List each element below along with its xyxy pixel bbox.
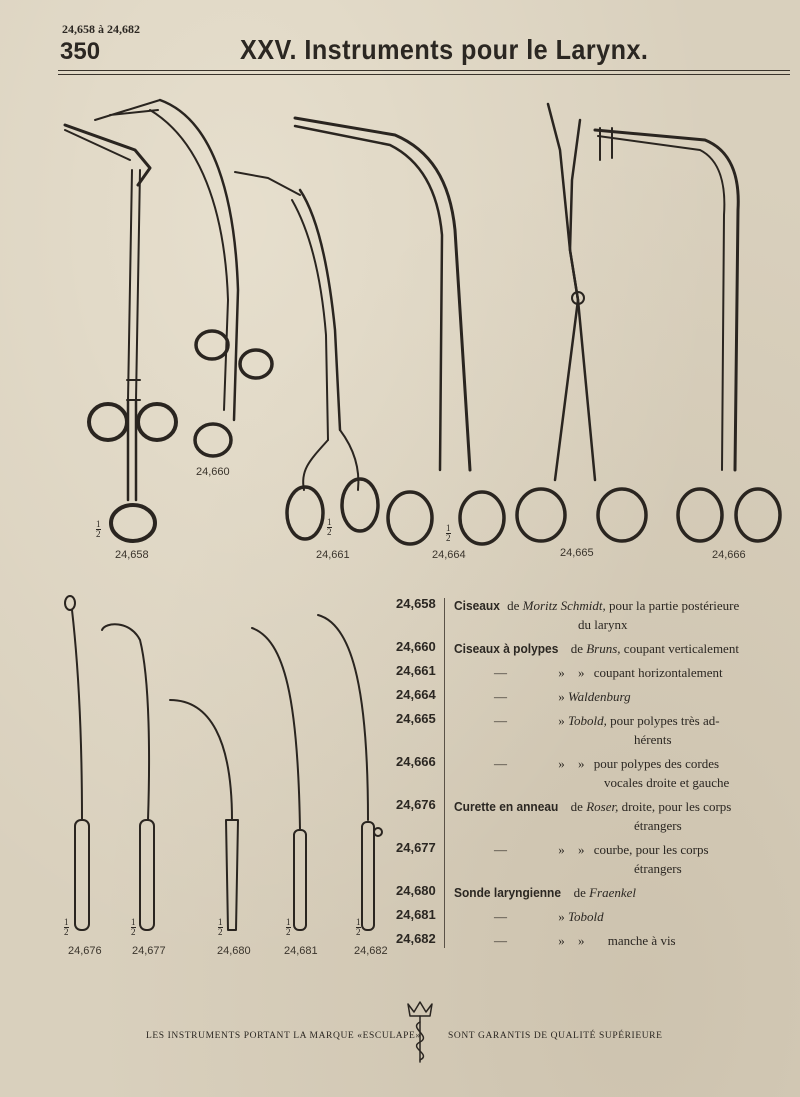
figure-label-24661: 24,661 xyxy=(316,549,350,561)
figure-label-24681: 24,681 xyxy=(284,945,318,957)
instrument-24665-illustration xyxy=(517,104,646,541)
scale-fraction: $\frac{1}{2}$ xyxy=(327,517,332,537)
list-item: 24,664 — » Waldenburg xyxy=(396,687,631,704)
figure-label-24665: 24,665 xyxy=(560,547,594,559)
list-item: 24,660 Ciseaux à polypes de Bruns, coupant verticalement xyxy=(396,639,739,656)
instrument-24676-illustration xyxy=(65,596,89,930)
scale-fraction: $\frac{1}{2}$ xyxy=(446,523,451,543)
figure-label-24677: 24,677 xyxy=(132,945,166,957)
page-title: XXV. Instruments pour le Larynx. xyxy=(240,34,649,65)
list-item: 24,666 — » » pour polypes des cordes vocales droite et gauche xyxy=(396,754,730,790)
list-item: 24,680 Sonde laryngienne de Fraenkel xyxy=(396,883,637,900)
instrument-24658-illustration xyxy=(65,125,176,541)
scale-fraction: $\frac{1}{2}$ xyxy=(96,519,101,539)
figure-label-24676: 24,676 xyxy=(68,945,102,957)
scale-fraction: $\frac{1}{2}$ xyxy=(356,917,361,937)
instrument-24666-illustration xyxy=(595,128,780,541)
figure-label-24666: 24,666 xyxy=(712,549,746,561)
figure-label-24658: 24,658 xyxy=(115,549,149,561)
figure-label-24664: 24,664 xyxy=(432,549,466,561)
figure-label-24680: 24,680 xyxy=(217,945,251,957)
list-item: 24,665 — » Tobold, pour polypes très ad- hérents xyxy=(396,711,720,747)
scale-fraction: $\frac{1}{2}$ xyxy=(64,917,69,937)
instrument-24660-illustration xyxy=(95,100,272,456)
scale-fraction: $\frac{1}{2}$ xyxy=(218,917,223,937)
footer-right-text: SONT GARANTIS DE QUALITÉ SUPÉRIEURE xyxy=(448,1031,663,1041)
scale-fraction: $\frac{1}{2}$ xyxy=(286,917,291,937)
list-item: 24,676 Curette en anneau de Roser, droite, pour les corps étrangers xyxy=(396,797,732,833)
instrument-24661-illustration xyxy=(235,172,378,539)
list-item: 24,661 — » » coupant horizontalement xyxy=(396,663,723,680)
instrument-24677-illustration xyxy=(102,624,154,930)
figure-label-24682: 24,682 xyxy=(354,945,388,957)
instrument-24681-illustration xyxy=(252,628,306,930)
scale-fraction: $\frac{1}{2}$ xyxy=(131,917,136,937)
list-item: 24,658 Ciseaux de Moritz Schmidt, pour la partie postérieure du larynx xyxy=(396,596,740,632)
list-item: 24,682 — » » manche à vis xyxy=(396,931,676,948)
footer-left-text: LES INSTRUMENTS PORTANT LA MARQUE «ESCULAPE» xyxy=(146,1031,421,1041)
item-range: 24,658 à 24,682 xyxy=(62,22,140,36)
instrument-24680-illustration xyxy=(170,700,238,930)
list-item: 24,681 — » Tobold xyxy=(396,907,604,924)
instrument-24682-illustration xyxy=(318,615,382,930)
page-number: 350 xyxy=(60,38,101,65)
figure-label-24660: 24,660 xyxy=(196,466,230,478)
list-item: 24,677 — » » courbe, pour les corps étrangers xyxy=(396,840,709,876)
catalog-list xyxy=(396,596,766,955)
